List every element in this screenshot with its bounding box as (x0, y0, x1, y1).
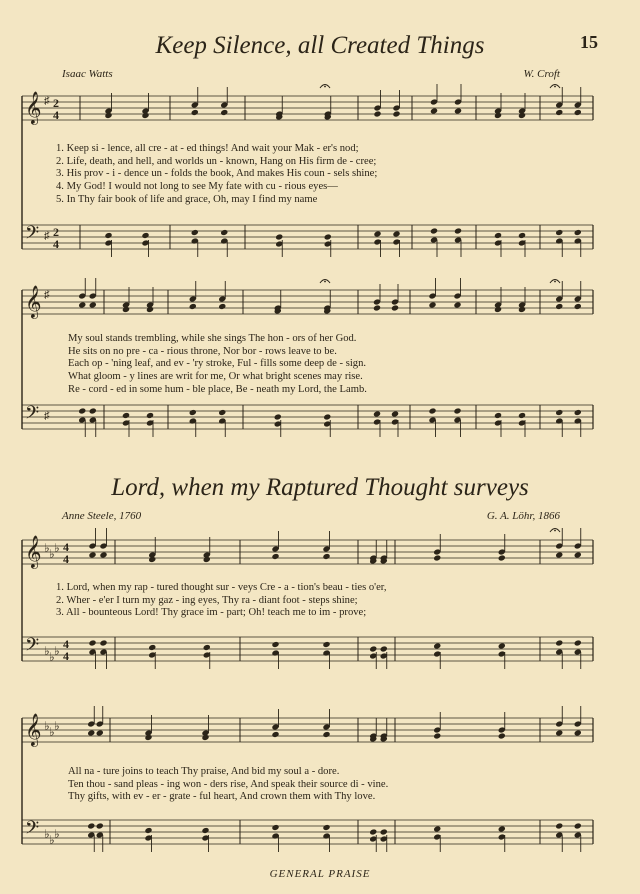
note-head (392, 230, 400, 237)
note-head (78, 407, 86, 414)
note-head (373, 410, 381, 417)
note-head (203, 556, 211, 563)
note-head (453, 407, 461, 414)
note-head (373, 110, 381, 117)
bass-clef-icon: 𝄢 (25, 818, 40, 843)
note-head (428, 407, 436, 414)
note-head (494, 232, 502, 239)
fermata-icon (554, 281, 556, 283)
note-head (104, 232, 112, 239)
note-head (574, 729, 582, 736)
note-head (555, 229, 563, 236)
flat-icon: ♭ (44, 541, 50, 555)
bass-clef-icon: 𝄢 (25, 635, 40, 660)
note-head (574, 639, 582, 646)
fermata-icon (324, 86, 326, 88)
flat-icon: ♭ (54, 541, 60, 555)
note-head (391, 410, 399, 417)
time-signature: 4 (53, 237, 59, 251)
note-head (574, 409, 582, 416)
hymn1-composer: W. Croft (523, 68, 560, 80)
note-head (141, 112, 149, 119)
lyric-line: 3. His prov - i - dence un - folds the book, And makes His coun - sels shine; (56, 168, 378, 180)
sharp-icon: ♯ (44, 289, 50, 301)
treble-clef-icon: 𝄞 (25, 535, 42, 568)
note-head (271, 641, 279, 648)
hymn2-system1-lyrics (56, 582, 387, 620)
flat-icon: ♭ (49, 833, 55, 847)
note-head (323, 413, 331, 420)
note-head (96, 729, 104, 736)
note-head (99, 551, 107, 558)
note-head (191, 229, 199, 236)
hymn2-title: Lord, when my Raptured Thought surveys (111, 474, 529, 501)
note-head (574, 822, 582, 829)
note-head (148, 556, 156, 563)
lyric-line: Each op - 'ning leaf, and ev - 'ry stroke, Ful - fills some deep de - sign. (68, 358, 367, 370)
note-head (324, 233, 332, 240)
note-head (274, 413, 282, 420)
page-footer: GENERAL PRAISE (269, 868, 371, 880)
note-head (518, 232, 526, 239)
note-head (518, 306, 526, 313)
note-head (89, 301, 97, 308)
note-head (275, 233, 283, 240)
fermata-icon (554, 86, 556, 88)
note-head (146, 412, 154, 419)
note-head (574, 551, 582, 558)
note-head (369, 645, 377, 652)
note-head (518, 412, 526, 419)
note-head (433, 554, 441, 561)
page-number: 15 (580, 32, 598, 52)
note-head (322, 641, 330, 648)
note-head (555, 822, 563, 829)
flat-icon: ♭ (54, 719, 60, 733)
note-head (201, 734, 209, 741)
time-signature: 4 (63, 649, 69, 663)
note-head (380, 828, 388, 835)
note-head (574, 229, 582, 236)
note-head (428, 301, 436, 308)
note-head (146, 306, 154, 313)
hymn1-author: Isaac Watts (62, 68, 113, 80)
treble-clef-icon: 𝄞 (25, 285, 42, 318)
hymn2-system2-lyrics (68, 766, 388, 804)
note-head (555, 729, 563, 736)
note-head (373, 230, 381, 237)
note-head (87, 729, 95, 736)
note-head (88, 639, 96, 646)
note-head (380, 645, 388, 652)
lyric-line: He sits on no pre - ca - rious throne, Nor bor - rows leave to be. (68, 345, 337, 357)
time-signature: 2 (53, 96, 59, 110)
fermata-icon (324, 281, 326, 283)
note-head (218, 409, 226, 416)
note-head (141, 232, 149, 239)
note-head (430, 107, 438, 114)
note-head (203, 644, 211, 651)
time-signature: 4 (63, 540, 69, 554)
note-head (89, 407, 97, 414)
note-head (148, 644, 156, 651)
note-head (322, 824, 330, 831)
flat-icon: ♭ (49, 725, 55, 739)
flat-icon: ♭ (44, 644, 50, 658)
note-head (144, 827, 152, 834)
sharp-icon: ♯ (44, 230, 50, 242)
flat-icon: ♭ (49, 650, 55, 664)
note-head (218, 303, 226, 310)
hymn1-system1-lyrics (56, 143, 377, 206)
lyric-line: 1. Lord, when my rap - tured thought sur - veys Cre - a - tion's beau - ties o'er, (56, 582, 387, 593)
bass-clef-icon: 𝄢 (25, 223, 40, 248)
note-head (99, 639, 107, 646)
note-head (518, 112, 526, 119)
note-head (369, 828, 377, 835)
note-head (189, 409, 197, 416)
note-head (322, 553, 330, 560)
lyric-line: 5. In Thy fair book of life and grace, Oh, may I find my name (56, 193, 318, 205)
note-head (498, 825, 506, 832)
flat-icon: ♭ (49, 547, 55, 561)
flat-icon: ♭ (54, 827, 60, 841)
fermata-icon (554, 530, 556, 532)
note-head (392, 110, 400, 117)
flat-icon: ♭ (44, 827, 50, 841)
note-head (96, 822, 104, 829)
treble-clef-icon: 𝄞 (25, 713, 42, 746)
time-signature: 4 (53, 108, 59, 122)
lyric-line: 2. Life, death, and hell, and worlds un - known, Hang on His firm de - cree; (56, 155, 377, 167)
lyric-line: Re - cord - ed in some hum - ble place, Be - neath my Lord, the Lamb. (68, 383, 367, 395)
note-head (433, 732, 441, 739)
note-head (144, 734, 152, 741)
note-head (555, 303, 563, 310)
lyric-line: My soul stands trembling, while she sings The hon - ors of her God. (68, 333, 357, 344)
note-head (555, 409, 563, 416)
note-head (430, 227, 438, 234)
note-head (494, 412, 502, 419)
hymn1-system2-lyrics (68, 333, 367, 396)
note-head (201, 827, 209, 834)
note-head (391, 304, 399, 311)
note-head (494, 306, 502, 313)
note-head (78, 301, 86, 308)
note-head (555, 639, 563, 646)
time-signature: 2 (53, 225, 59, 239)
lyric-line: 2. Wher - e'er I turn my gaz - ing eyes, Thy ra - diant foot - steps shine; (56, 594, 358, 606)
sharp-icon: ♯ (44, 95, 50, 107)
note-head (498, 732, 506, 739)
note-head (271, 731, 279, 738)
note-head (189, 303, 197, 310)
note-head (433, 642, 441, 649)
note-head (498, 642, 506, 649)
lyric-line: 1. Keep si - lence, all cre - at - ed things! And wait your Mak - er's nod; (56, 143, 359, 154)
time-signature: 4 (63, 552, 69, 566)
time-signature: 4 (63, 637, 69, 651)
note-head (373, 304, 381, 311)
note-head (191, 109, 199, 116)
hymn2-composer: G. A. Löhr, 1866 (486, 510, 560, 522)
sharp-icon: ♯ (44, 410, 50, 422)
hymn1-title: Keep Silence, all Created Things (155, 32, 485, 59)
note-head (122, 306, 130, 313)
note-head (574, 303, 582, 310)
lyric-line: 3. All - bounteous Lord! Thy grace im - part; Oh! teach me to im - prove; (56, 607, 367, 619)
note-head (494, 112, 502, 119)
lyric-line: Thy gifts, with ev - er - grate - ful heart, And crown them with Thy love. (68, 791, 376, 803)
note-head (88, 551, 96, 558)
note-head (454, 107, 462, 114)
lyric-line: Ten thou - sand pleas - ing won - ders rise, And speak their source di - vine. (68, 778, 389, 790)
note-head (220, 229, 228, 236)
note-head (433, 825, 441, 832)
treble-clef-icon: 𝄞 (25, 91, 42, 124)
note-head (322, 731, 330, 738)
note-head (122, 412, 130, 419)
bass-clef-icon: 𝄢 (25, 403, 40, 428)
lyric-line: 4. My God! I would not long to see My fate with cu - rious eyes— (56, 181, 338, 193)
hymn2-author: Anne Steele, 1760 (62, 510, 142, 522)
note-head (555, 551, 563, 558)
note-head (271, 824, 279, 831)
note-head (87, 822, 95, 829)
note-head (104, 112, 112, 119)
note-head (271, 553, 279, 560)
flat-icon: ♭ (44, 719, 50, 733)
lyric-line: All na - ture joins to teach Thy praise, And bid my soul a - dore. (68, 766, 340, 777)
note-head (574, 109, 582, 116)
note-head (454, 227, 462, 234)
note-head (498, 554, 506, 561)
note-head (220, 109, 228, 116)
note-head (555, 109, 563, 116)
flat-icon: ♭ (54, 644, 60, 658)
note-head (453, 301, 461, 308)
lyric-line: What gloom - y lines are writ for me, Or what bright scenes may rise. (68, 371, 363, 383)
